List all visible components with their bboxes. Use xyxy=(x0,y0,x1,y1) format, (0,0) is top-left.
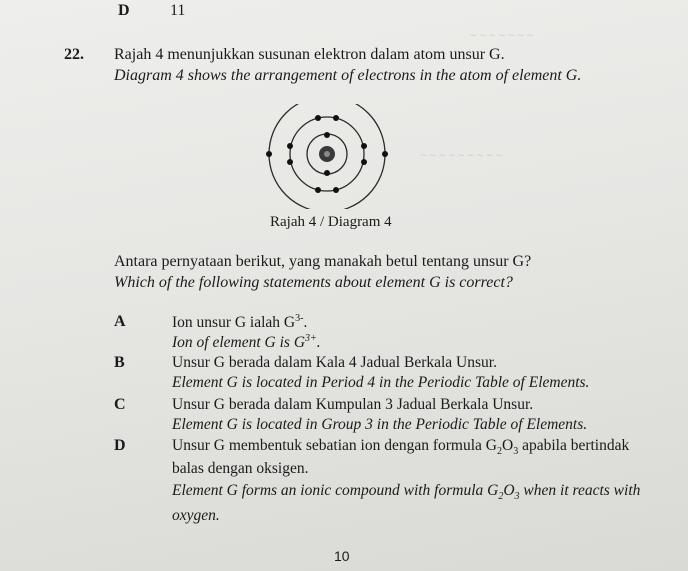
option-b-malay: Unsur G berada dalam Kala 4 Jadual Berkala Unsur. xyxy=(172,354,497,371)
option-b-letter[interactable]: B xyxy=(114,354,125,371)
electron xyxy=(315,115,321,121)
electron xyxy=(315,187,321,193)
question-number: 22. xyxy=(64,46,84,63)
option-d-english-text: Element G forms an ionic compound with formula G xyxy=(172,482,499,499)
option-d-english-line1 xyxy=(172,482,640,502)
option-d-malay-oxygen: O xyxy=(502,437,514,454)
question-stem-english: Diagram 4 shows the arrangement of electrons in the atom of element G. xyxy=(114,67,582,84)
electron xyxy=(333,115,339,121)
option-d-malay-sub1: 2 xyxy=(497,446,502,458)
option-d-malay-line2: balas dengan oksigen. xyxy=(172,460,309,477)
question-stem-malay: Rajah 4 menunjukkan susunan elektron dalam atom unsur G. xyxy=(114,46,505,63)
diagram-caption: Rajah 4 / Diagram 4 xyxy=(270,214,392,230)
question-prompt-malay: Antara pernyataan berikut, yang manakah betul tentang unsur G? xyxy=(114,253,532,270)
question-prompt-english: Which of the following statements about element G is correct? xyxy=(114,274,513,291)
option-a-english-text: Ion of element G is G xyxy=(172,334,306,352)
option-a-english-charge: 3+ xyxy=(305,333,317,344)
electron xyxy=(382,151,388,157)
option-a-english xyxy=(172,333,321,352)
electron-arrangement-diagram xyxy=(257,104,397,209)
option-d-english-oxygen: O xyxy=(503,482,515,499)
electron xyxy=(324,132,330,138)
option-a-malay-text: Ion unsur G ialah G xyxy=(172,314,296,332)
nucleus-highlight xyxy=(324,151,330,157)
option-a-english-end: . xyxy=(316,334,321,352)
electron xyxy=(287,143,293,149)
show-through-text: ~ ~ ~ ~ ~ ~ ~ ~ ~ xyxy=(420,150,503,162)
page-number: 10 xyxy=(334,548,350,564)
previous-answer-letter: D xyxy=(118,2,130,19)
option-a-malay-end: . xyxy=(303,314,308,332)
option-d-malay-end: apabila bertindak xyxy=(518,437,630,454)
option-c-letter[interactable]: C xyxy=(114,396,126,413)
option-d-english-end: when it reacts with xyxy=(519,482,641,499)
electron xyxy=(333,187,339,193)
option-b-english: Element G is located in Period 4 in the Periodic Table of Elements. xyxy=(172,374,590,391)
option-a-malay-charge: 3- xyxy=(295,313,304,324)
option-d-malay-text: Unsur G membentuk sebatian ion dengan formula G xyxy=(172,437,497,454)
option-c-malay: Unsur G berada dalam Kumpulan 3 Jadual Berkala Unsur. xyxy=(172,396,534,413)
option-d-malay-line1 xyxy=(172,437,629,457)
option-a-malay xyxy=(172,313,307,332)
option-d-english-sub2: 3 xyxy=(514,491,520,503)
previous-answer-value: 11 xyxy=(170,2,186,19)
option-d-malay-sub2: 3 xyxy=(513,446,519,458)
electron xyxy=(361,143,367,149)
show-through-text: ~ ~ ~ ~ ~ ~ ~ xyxy=(470,30,534,42)
option-a-letter[interactable]: A xyxy=(114,313,126,330)
option-c-english: Element G is located in Group 3 in the Periodic Table of Elements. xyxy=(172,416,588,433)
electron xyxy=(266,151,272,157)
electron xyxy=(361,159,367,165)
option-d-letter[interactable]: D xyxy=(114,437,126,454)
electron xyxy=(324,170,330,176)
option-d-english-sub1: 2 xyxy=(498,491,504,503)
electron xyxy=(287,159,293,165)
option-d-english-line2: oxygen. xyxy=(172,507,220,524)
